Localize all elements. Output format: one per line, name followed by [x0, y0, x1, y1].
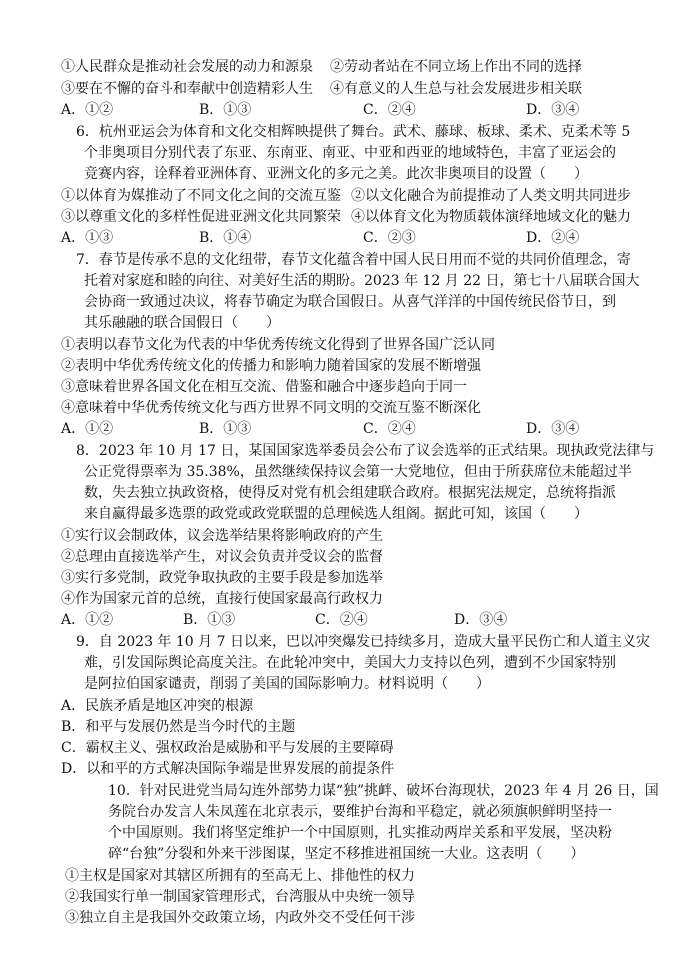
q6-stem-line-2: 个非奥项目分别代表了东亚、东南亚、南亚、中亚和西亚的地域特色，丰富了亚运会的: [84, 145, 616, 161]
q7-stem-line-1: 7．春节是传承不息的文化纽带，春节文化蕴含着中国人民日用而不觉的共同价值理念，寄: [76, 252, 631, 268]
q5-item-4: ④有意义的人生总与社会发展进步相关联: [330, 81, 582, 97]
q9-stem-line-2: 难，引发国际舆论高度关注。在此轮冲突中，美国大力支持以色列，遭到不少国家特别: [84, 655, 616, 671]
q7-item-3: ③意味着世界各国文化在相互交流、借鉴和融合中逐步趋向于同一: [61, 379, 467, 395]
q8-option-a[interactable]: A．①②: [61, 612, 114, 628]
q8-stem-line-4: 来自赢得最多选票的政党或政党联盟的总理候选人组阁。据此可知，该国（ ）: [84, 506, 588, 522]
q9-option-c[interactable]: C．霸权主义、强权政治是威胁和平与发展的主要障碍: [61, 740, 394, 756]
q7-item-2: ②表明中华优秀传统文化的传播力和影响力随着国家的发展不断增强: [61, 358, 481, 374]
q7-item-4: ④意味着中华优秀传统文化与西方世界不同文明的交流互鉴不断深化: [61, 400, 481, 416]
q6-option-d[interactable]: D．②④: [526, 230, 580, 246]
q10-item-3: ③独立自主是我国外交政策立场，内政外交不受任何干涉: [65, 910, 415, 926]
q10-stem-line-3: 个中国原则。我们将坚定维护一个中国原则，扎实推动两岸关系和平发展，坚决粉: [108, 825, 612, 841]
q7-stem-line-2: 托着对家庭和睦的向往、对美好生活的期盼。2023 年 12 月 22 日，第七十八届联合国大: [84, 273, 640, 289]
q10-stem-line-2: 务院台办发言人朱凤莲在北京表示，要维护台海和平稳定，就必须旗帜鲜明坚持一: [108, 804, 612, 820]
q8-item-3: ③实行多党制，政党争取执政的主要手段是参加选举: [61, 570, 383, 586]
q5-option-c[interactable]: C．②④: [363, 102, 416, 118]
q9-stem-line-3: 是阿拉伯国家谴责，削弱了美国的国际影响力。材料说明（ ）: [84, 676, 490, 692]
q7-option-a[interactable]: A．①②: [61, 421, 114, 437]
q9-option-b[interactable]: B．和平与发展仍然是当今时代的主题: [61, 719, 296, 735]
q7-option-b[interactable]: B．①③: [199, 421, 252, 437]
q8-item-2: ②总理由直接选举产生，对议会负责并受议会的监督: [61, 549, 383, 565]
q6-stem-line-3: 竞赛内容，诠释着亚洲体育、亚洲文化的多元之美。此次非奥项目的设置（ ）: [84, 166, 588, 182]
q7-stem-line-4: 其乐融融的联合国假日（ ）: [84, 315, 280, 331]
q6-item-4: ④以体育文化为物质载体演绎地域文化的魅力: [351, 209, 631, 225]
q6-item-1: ①以体育为媒推动了不同文化之间的交流互鉴: [61, 188, 341, 204]
q10-item-1: ①主权是国家对其辖区所拥有的至高无上、排他性的权力: [65, 868, 415, 884]
q7-option-c[interactable]: C．②④: [363, 421, 416, 437]
q8-stem-line-1: 8．2023 年 10 月 17 日，某国国家选举委员会公布了议会选举的正式结果。现执政党法律与: [76, 443, 655, 459]
q5-item-3: ③要在不懈的奋斗和奉献中创造精彩人生: [61, 81, 313, 97]
q10-item-2: ②我国实行单一制国家管理形式，台湾服从中央统一领导: [65, 889, 415, 905]
q8-item-1: ①实行议会制政体，议会选举结果将影响政府的产生: [61, 528, 383, 544]
q8-option-b[interactable]: B．①③: [183, 612, 236, 628]
q7-item-1: ①表明以春节文化为代表的中华优秀传统文化得到了世界各国广泛认同: [61, 337, 495, 353]
q5-item-1: ①人民群众是推动社会发展的动力和源泉: [61, 59, 313, 75]
q9-option-a[interactable]: A．民族矛盾是地区冲突的根源: [61, 698, 254, 714]
q8-stem-line-3: 数，失去独立执政资格，使得反对党有机会组建联合政府。根据宪法规定，总统将指派: [84, 485, 616, 501]
q5-option-a[interactable]: A．①②: [61, 102, 114, 118]
q8-item-4: ④作为国家元首的总统，直接行使国家最高行政权力: [61, 591, 383, 607]
q6-option-a[interactable]: A．①③: [61, 230, 114, 246]
q5-item-2: ②劳动者站在不同立场上作出不同的选择: [330, 59, 582, 75]
q6-item-3: ③以尊重文化的多样性促进亚洲文化共同繁荣: [61, 209, 341, 225]
q7-stem-line-3: 会协商一致通过决议，将春节确定为联合国假日。从喜气洋洋的中国传统民俗节日，到: [84, 294, 616, 310]
q10-stem-line-4: 碎“台独”分裂和外来干涉图谋，坚定不移推进祖国统一大业。这表明（ ）: [108, 846, 585, 862]
q6-option-b[interactable]: B．①④: [199, 230, 252, 246]
q9-stem-line-1: 9．自 2023 年 10 月 7 日以来，巴以冲突爆发已持续多月，造成大量平民伤亡和人道主义灾: [76, 634, 650, 650]
q8-option-d[interactable]: D．③④: [454, 612, 508, 628]
q8-stem-line-2: 公正党得票率为 35.38%，虽然继续保持议会第一大党地位，但由于所获席位未能超过半: [84, 464, 632, 480]
q7-option-d[interactable]: D．③④: [526, 421, 580, 437]
q6-option-c[interactable]: C．②③: [363, 230, 416, 246]
q10-stem-line-1: 10．针对民进党当局勾连外部势力谋“独”挑衅、破坏台海现状，2023 年 4 月 26 日，国: [108, 783, 659, 799]
q6-stem-line-1: 6．杭州亚运会为体育和文化交相辉映提供了舞台。武术、藤球、板球、柔术、克柔术等 5: [76, 124, 631, 140]
q6-item-2: ②以文化融合为前提推动了人类文明共同进步: [351, 188, 631, 204]
q9-option-d[interactable]: D．以和平的方式解决国际争端是世界发展的前提条件: [61, 761, 395, 777]
q5-option-b[interactable]: B．①③: [199, 102, 252, 118]
q8-option-c[interactable]: C．②④: [315, 612, 368, 628]
q5-option-d[interactable]: D．③④: [526, 102, 580, 118]
